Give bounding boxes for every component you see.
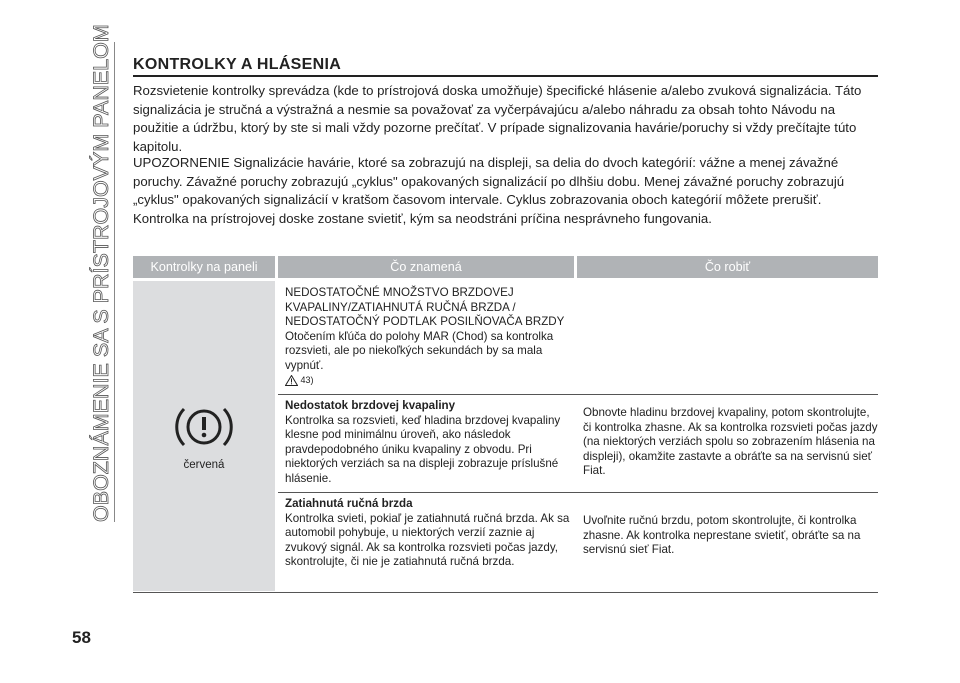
- row2-title: Nedostatok brzdovej kvapaliny: [285, 399, 456, 412]
- row3-action: Uvoľnite ručnú brzdu, potom skontrolujte, či kontrolka zhasne. Ak kontrolka neprestane svietiť, obráťte sa na servisnú sieť Fiat.: [583, 514, 861, 557]
- warning-triangle-icon: [285, 375, 298, 386]
- section-heading: KONTROLKY A HLÁSENIA: [133, 56, 342, 73]
- heading-rule: [133, 75, 878, 77]
- lamp-color-label: červená: [183, 459, 225, 471]
- row3-title: Zatiahnutá ručná brzda: [285, 497, 413, 510]
- row-divider: [278, 492, 878, 493]
- table-header: [133, 256, 878, 278]
- brake-warning-icon: [174, 399, 234, 460]
- chapter-side-title: [70, 0, 120, 540]
- row3-meaning: [285, 497, 570, 570]
- warning-reference-number: 43): [300, 375, 314, 385]
- row1-title: NEDOSTATOČNÉ MNOŽSTVO BRZDOVEJ KVAPALINY/ZATIAHNUTÁ RUČNÁ BRZDA / NEDOSTATOČNÝ PODTLAK POSILŇOVAČA BRZDY: [285, 286, 565, 329]
- page-number: 58: [72, 628, 91, 647]
- warning-reference: [285, 375, 314, 386]
- header-meaning: Čo znamená: [390, 260, 462, 274]
- row2-meaning: [285, 399, 570, 487]
- chapter-side-title-text: OBOZNÁMENIE SA S PRÍSTROJOVÝM PANELOM: [89, 24, 113, 522]
- row1-meaning: [285, 286, 570, 374]
- table-bottom-rule: [133, 592, 878, 593]
- row-divider: [278, 394, 878, 395]
- header-lamps: Kontrolky na paneli: [150, 260, 258, 274]
- row3-text: Kontrolka svieti, pokiaľ je zatiahnutá ručná brzda. Ak sa automobil pohybuje, u niektorých verzií zaznie aj zvukový signál. Ak sa kontrolka rozsvieti počas jazdy, skontrolujte, či nie je zatiahnutá ručná brzda.: [285, 511, 570, 569]
- side-divider: [114, 42, 115, 522]
- row1-text: Otočením kľúča do polohy MAR (Chod) sa kontrolka rozsvieti, ale po niekoľkých sekundách by sa mala vypnúť.: [285, 329, 554, 372]
- intro-paragraph: Rozsvietenie kontrolky sprevádza (kde to prístrojová doska umožňuje) špecifické hlásenie a/alebo zvuková signalizácia. Táto signalizácia je stručná a výstražná a nesmie sa považovať za vyčerpávajúcu a/alebo náhradu za obsah tohto Návodu na použitie a údržbu, ktorý by ste si mali vždy pozorne prečítať. V prípade signalizovania havárie/poruchy si vždy prečítajte túto kapitolu.: [133, 83, 862, 154]
- warning-paragraph: UPOZORNENIE Signalizácie havárie, ktoré sa zobrazujú na displeji, sa delia do dvoch kategórií: vážne a menej závažné poruchy. Závažné poruchy zobrazujú „cyklus" opakovaných signalizácií po dlhšiu dobu. Menej závažné poruchy zobrazujú „cyklus" opakovaných signalizácií v kratšom časovom intervale. Cyklus zobrazovania oboch kategórií môžete prerušiť. Kontrolka na prístrojovej doske zostane svietiť, kým sa neodstráni príčina nesprávneho fungovania.: [133, 155, 845, 226]
- row2-text: Kontrolka sa rozsvieti, keď hladina brzdovej kvapaliny klesne pod minimálnu úroveň, ako následok pravdepodobného úniku kvapaliny z obvodu. Pri niektorých verziách sa na displeji zobrazuje príslušné hlásenie.: [285, 413, 561, 485]
- row2-action: Obnovte hladinu brzdovej kvapaliny, potom skontrolujte, či kontrolka zhasne. Ak sa kontrolka rozsvieti počas jazdy (na niektorých verziách spolu so zobrazením hlásenia na displeji), okamžite zastavte a obráťte sa na servisnú sieť Fiat.: [583, 406, 878, 478]
- header-action: Čo robiť: [704, 260, 751, 274]
- lamp-column: [133, 281, 275, 591]
